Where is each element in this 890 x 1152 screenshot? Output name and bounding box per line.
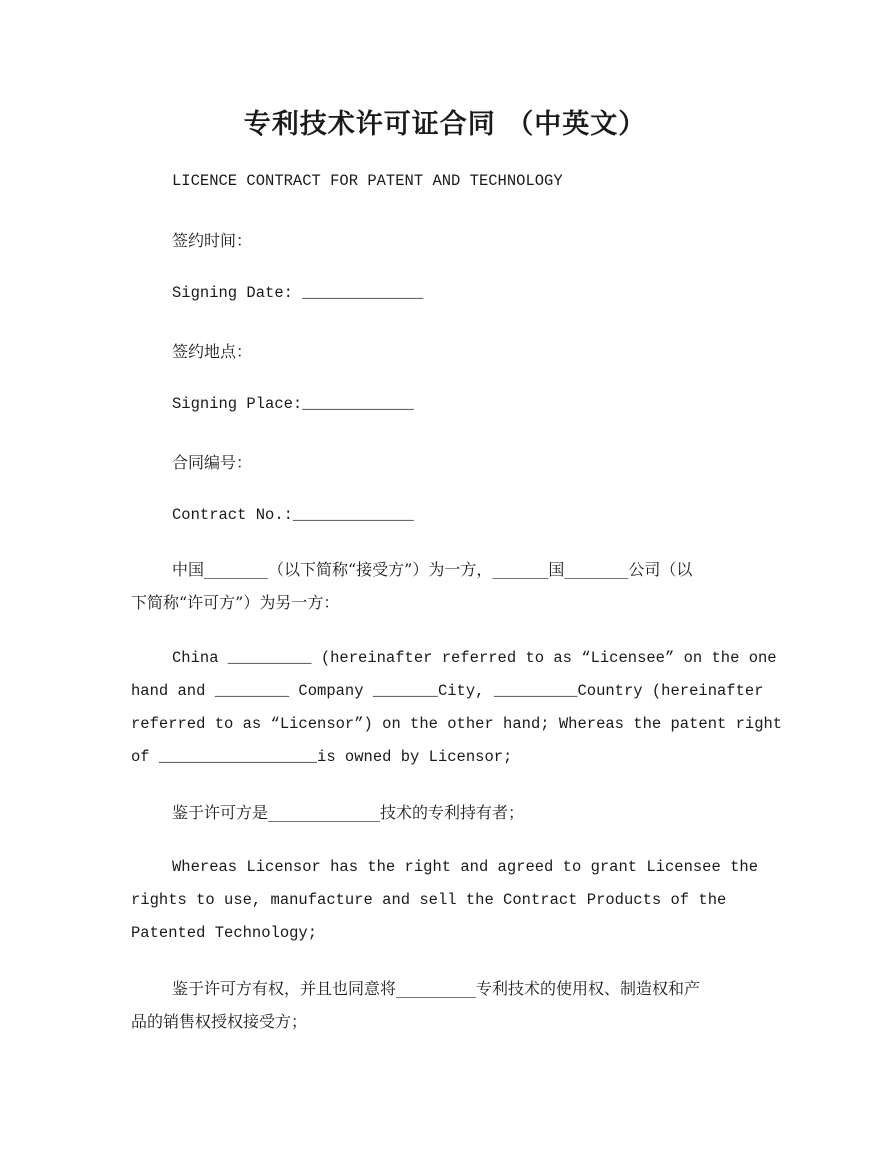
signing-place-field-en: Signing Place:____________ — [172, 395, 414, 413]
parties-paragraph-cn — [131, 553, 761, 619]
parties-paragraph-en — [131, 642, 783, 774]
document-title: 专利技术许可证合同 （中英文） — [243, 109, 647, 140]
paragraph-line: referred to as “Licensor”) on the other hand; Whereas the patent right — [131, 715, 783, 733]
paragraph-line: of _________________is owned by Licensor; — [131, 748, 513, 766]
paragraph-line: 品的销售权授权接受方； — [131, 1012, 308, 1031]
contract-number-label-cn: 合同编号： — [172, 453, 253, 472]
paragraph-line: China _________ (hereinafter referred to as “Licensee” on the one — [172, 649, 777, 667]
signing-date-label-cn: 签约时间： — [172, 231, 253, 250]
paragraph-line: Patented Technology; — [131, 924, 318, 942]
whereas-patent-holder-cn — [131, 796, 761, 829]
paragraph-line: rights to use, manufacture and sell the Contract Products of the — [131, 891, 727, 909]
contract-number-field-en: Contract No.:_____________ — [172, 506, 414, 524]
whereas-grant-paragraph-en — [131, 851, 761, 950]
signing-place-label-cn: 签约地点： — [172, 342, 253, 361]
signing-date-field-en: Signing Date: _____________ — [172, 284, 424, 302]
paragraph-line: 中国________（以下简称“接受方”）为一方，_______国________公司（以 — [172, 560, 693, 579]
whereas-grant-paragraph-cn — [131, 972, 761, 1038]
paragraph-line: 鉴于许可方是______________技术的专利持有者； — [172, 803, 525, 822]
paragraph-line: hand and ________ Company _______City, _________Country (hereinafter — [131, 682, 764, 700]
paragraph-line: 鉴于许可方有权，并且也同意将__________专利技术的使用权、制造权和产 — [172, 979, 701, 998]
english-subtitle: LICENCE CONTRACT FOR PATENT AND TECHNOLOGY — [172, 172, 563, 190]
paragraph-line: Whereas Licensor has the right and agreed to grant Licensee the — [172, 858, 758, 876]
paragraph-line: 下简称“许可方”）为另一方： — [131, 593, 340, 612]
